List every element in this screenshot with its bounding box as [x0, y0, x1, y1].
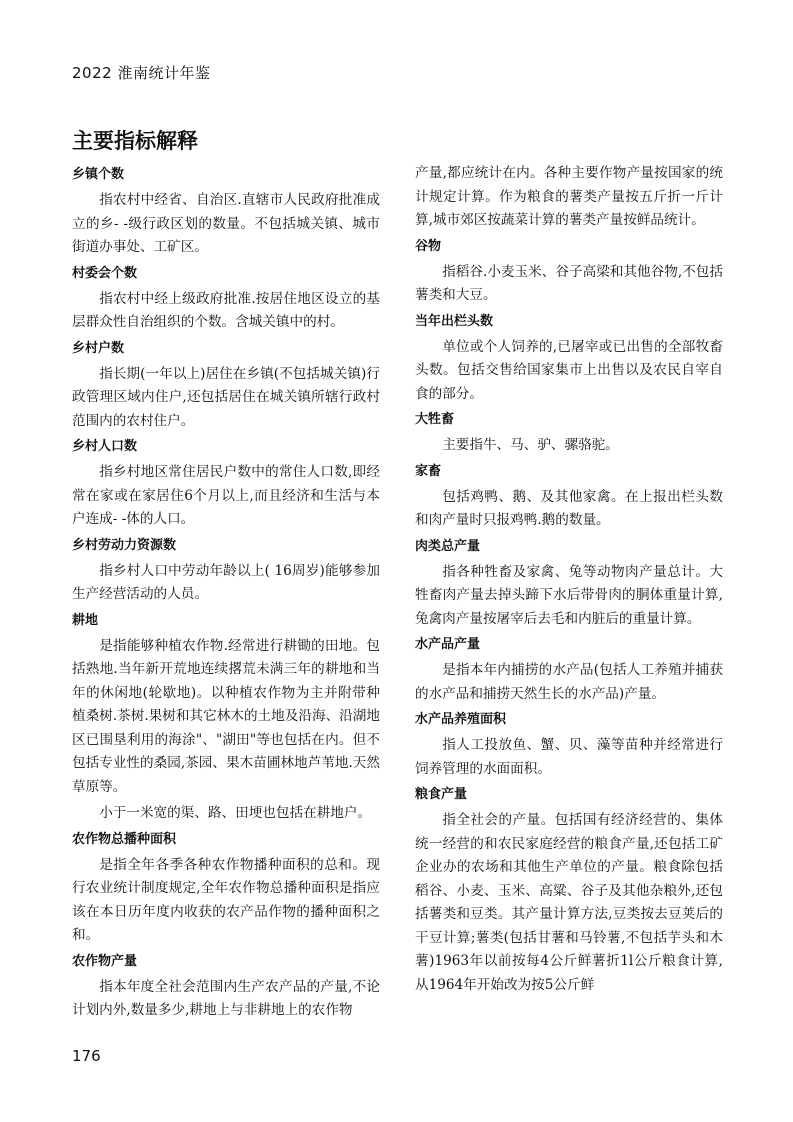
indicator-definition: 主要指牛、马、驴、骡骆驼。 — [442, 437, 619, 453]
indicator-definition: 指农村中经上级政府批准.按居住地区设立的基层群众性自治组织的个数。含城关镇中的村。 — [72, 290, 380, 330]
indicator-term: 粮食产量 — [415, 787, 468, 802]
indicator-term: 农作物产量 — [72, 953, 138, 969]
indicator-term: 村委会个数 — [72, 265, 138, 281]
indicator-term: 当年出栏头数 — [415, 313, 494, 329]
indicator-term: 谷物 — [415, 238, 442, 254]
indicator-term: 乡村人口数 — [72, 439, 138, 454]
indicator-term: 乡村户数 — [72, 340, 125, 356]
indicator-term: 肉类总产量 — [415, 538, 481, 554]
indicator-term: 家畜 — [415, 463, 442, 479]
indicator-definition: 指乡村地区常住居民户数中的常住人口数,即经常在家或在家居住6个月以上,而且经济和生活与本户连成- -体的人口。 — [72, 464, 380, 527]
indicator-definition: 指农村中经省、自治区.直辖市人民政府批准成立的乡- -级行政区划的数量。不包括城关镇、城市街道办事处、工矿区。 — [72, 192, 380, 255]
indicator-term: 大牲畜 — [415, 412, 455, 427]
left-column — [72, 162, 380, 1026]
indicator-definition: 单位或个人饲养的,已屠宰或已出售的全部牧畜头数。包括交售给国家集市上出售以及农民自宰自食的部分。 — [415, 338, 723, 402]
indicator-definition: 指本年度全社会范围内生产农产品的产量,不论计划内外,数量多少,耕地上与非耕地上的农作物 — [72, 978, 380, 1018]
indicator-term: 农作物总播种面积 — [72, 831, 177, 847]
indicator-definition: 是指本年内捕捞的水产品(包括人工养殖并捕获的水产品和捕捞天然生长的水产品)产量。 — [415, 662, 723, 702]
indicator-definition: 指全社会的产量。包括国有经济经营的、集体统一经营的和农民家庭经营的粮食产量,还包括工矿企业办的农场和其他生产单位的产量。粮食除包括稻谷、小麦、玉米、高粱、谷子及其他杂粮外,还包括薯类和豆类。其产量计算方法,豆类按去豆荚后的干豆计算;薯类(包括甘薯和马铃薯,不包括芋头和木薯)1963年以前按每4公斤鲜薯折1l公斤粮食计算,从1964年开始改为按5公斤鲜 — [415, 812, 723, 993]
indicator-definition: 是指全年各季各种农作物播种面积的总和。现行农业统计制度规定,全年农作物总播种面积是指应该在本日历年度内收获的农产品作物的播种面积之和。 — [72, 856, 380, 943]
indicator-term: 耕地 — [72, 612, 99, 628]
page-number: 176 — [72, 1047, 101, 1065]
indicator-term: 水产品养殖面积 — [415, 712, 507, 727]
indicator-term: 乡村劳动力资源数 — [72, 537, 177, 553]
page-title: 主要指标解释 — [72, 129, 198, 153]
running-header: 2022 淮南统计年鉴 — [72, 64, 211, 82]
indicator-term: 水产品产量 — [415, 637, 481, 652]
indicator-definition: 指长期(一年以上)居住在乡镇(不包括城关镇)行政管理区域内住户,还包括居住在城关镇所辖行政村范围内的农村住户。 — [72, 365, 380, 429]
right-column — [415, 162, 723, 1000]
indicator-definition: 产量,都应统计在内。各种主要作物产量按国家的统计规定计算。作为粮食的薯类产量按五斤折一斤计算,城市郊区按蔬菜计算的薯类产量按鲜品统计。 — [415, 165, 723, 228]
indicator-definition: 指乡村人口中劳动年龄以上( 16周岁)能够参加生产经营活动的人员。 — [72, 562, 380, 602]
indicator-definition: 是指能够种植农作物.经常进行耕锄的田地。包括熟地.当年新开荒地连续撂荒未满三年的耕地和当年的休闲地(轮歇地)。以种植农作物为主并附带种植桑树.茶树.果树和其它林木的土地及沿海、沿湖地区已围垦利用的海涂"、"湖田"等也包括在内。但不包括专业性的桑园,茶园、果木苗圃林地芦苇地.天然草原等。 — [72, 637, 380, 795]
indicator-definition: 指人工投放鱼、蟹、贝、藻等苗种并经常进行饲养管理的水面面积。 — [415, 737, 723, 777]
indicator-term: 乡镇个数 — [72, 167, 125, 182]
indicator-definition: 指稻谷.小麦玉米、谷子高梁和其他谷物,不包括薯类和大豆。 — [415, 263, 723, 303]
indicator-definition: 包括鸡鸭、鹅、及其他家禽。在上报出栏头数和肉产量时只报鸡鸭.鹅的数量。 — [415, 488, 723, 528]
indicator-definition: 小于一米宽的渠、路、田埂也包括在耕地户。 — [99, 805, 372, 821]
indicator-definition: 指各种牲畜及家禽、兔等动物肉产量总计。大牲畜肉产量去掉头蹄下水后带骨肉的胴体重量计算,兔禽肉产量按屠宰后去毛和内脏后的重量计算。 — [415, 563, 723, 627]
